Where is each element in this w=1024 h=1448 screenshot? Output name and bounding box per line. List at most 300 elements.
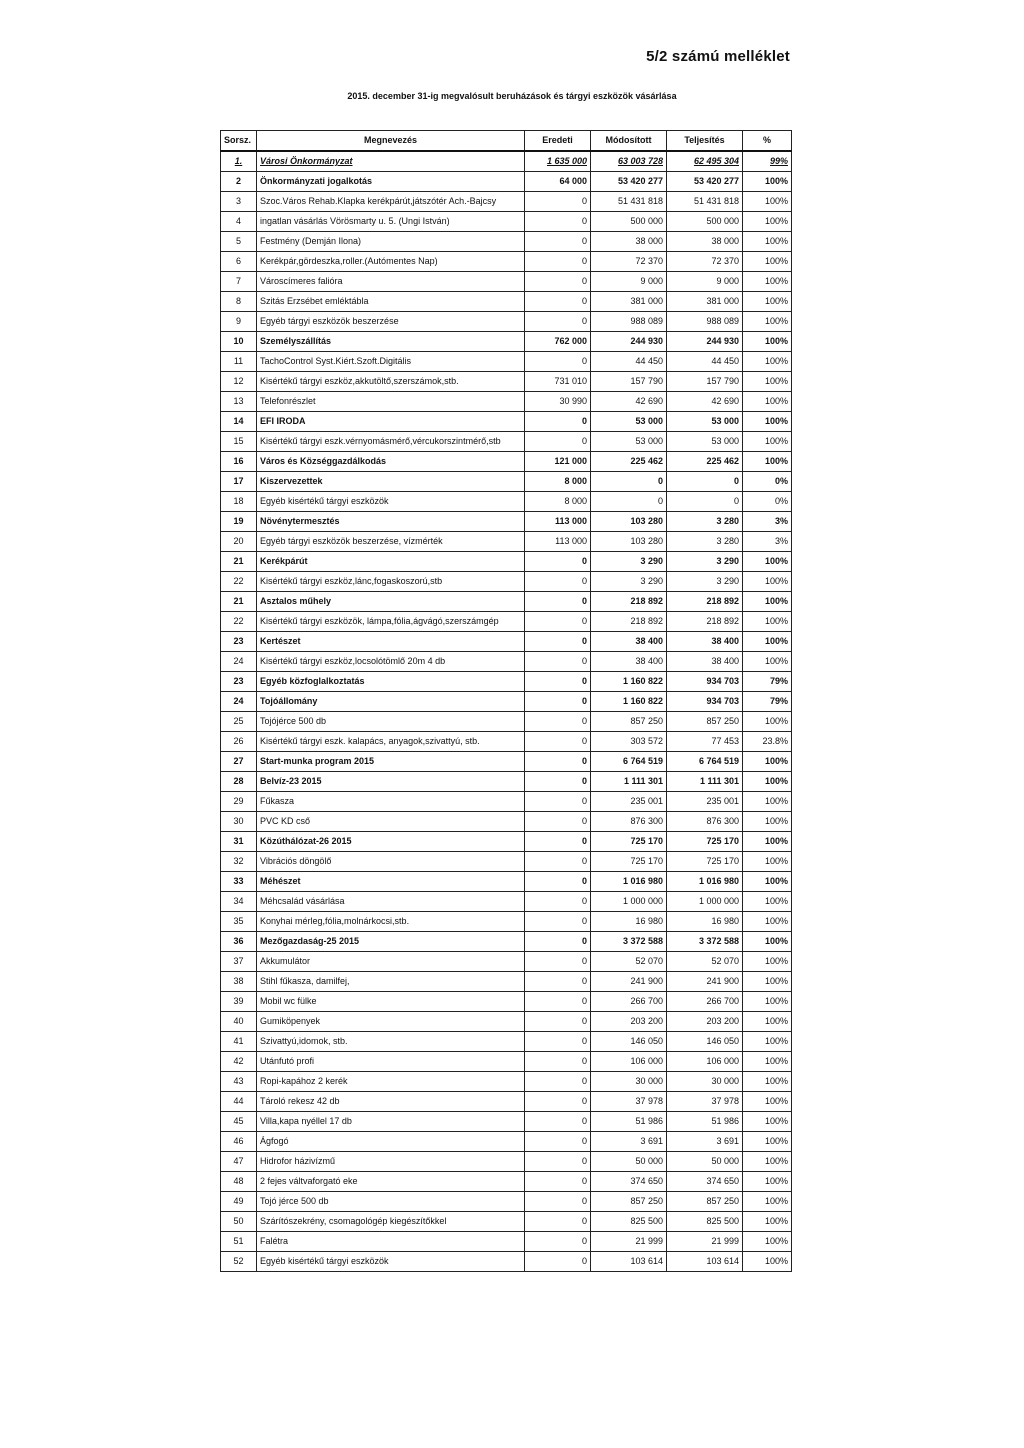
fulfilled-cell: 725 170 bbox=[667, 852, 743, 872]
serial-cell: 18 bbox=[221, 492, 257, 512]
modified-cell: 52 070 bbox=[591, 952, 667, 972]
original-cell: 0 bbox=[525, 1132, 591, 1152]
modified-cell: 63 003 728 bbox=[591, 151, 667, 172]
table-row bbox=[221, 672, 792, 692]
original-cell: 0 bbox=[525, 272, 591, 292]
name-cell: Kiszervezettek bbox=[257, 472, 525, 492]
fulfilled-cell: 146 050 bbox=[667, 1032, 743, 1052]
serial-cell: 41 bbox=[221, 1032, 257, 1052]
table-row bbox=[221, 732, 792, 752]
modified-cell: 381 000 bbox=[591, 292, 667, 312]
percent-cell: 3% bbox=[743, 532, 792, 552]
percent-cell: 100% bbox=[743, 352, 792, 372]
fulfilled-cell: 42 690 bbox=[667, 392, 743, 412]
percent-cell: 79% bbox=[743, 672, 792, 692]
serial-cell: 14 bbox=[221, 412, 257, 432]
modified-cell: 3 691 bbox=[591, 1132, 667, 1152]
percent-cell: 100% bbox=[743, 212, 792, 232]
percent-cell: 100% bbox=[743, 812, 792, 832]
original-cell: 0 bbox=[525, 872, 591, 892]
fulfilled-cell: 374 650 bbox=[667, 1172, 743, 1192]
modified-cell: 1 016 980 bbox=[591, 872, 667, 892]
table-row bbox=[221, 1072, 792, 1092]
serial-cell: 37 bbox=[221, 952, 257, 972]
percent-cell: 100% bbox=[743, 632, 792, 652]
modified-cell: 1 160 822 bbox=[591, 692, 667, 712]
original-cell: 0 bbox=[525, 632, 591, 652]
modified-cell: 374 650 bbox=[591, 1172, 667, 1192]
fulfilled-cell: 241 900 bbox=[667, 972, 743, 992]
name-cell: Kertészet bbox=[257, 632, 525, 652]
modified-cell: 244 930 bbox=[591, 332, 667, 352]
fulfilled-cell: 103 614 bbox=[667, 1252, 743, 1272]
name-cell: Telefonrészlet bbox=[257, 392, 525, 412]
original-cell: 0 bbox=[525, 752, 591, 772]
serial-cell: 6 bbox=[221, 252, 257, 272]
percent-cell: 100% bbox=[743, 1072, 792, 1092]
percent-cell: 100% bbox=[743, 1112, 792, 1132]
table-row bbox=[221, 392, 792, 412]
modified-cell: 1 160 822 bbox=[591, 672, 667, 692]
percent-cell: 100% bbox=[743, 192, 792, 212]
table-row bbox=[221, 492, 792, 512]
table-row bbox=[221, 1012, 792, 1032]
name-cell: Stihl fűkasza, damilfej, bbox=[257, 972, 525, 992]
serial-cell: 47 bbox=[221, 1152, 257, 1172]
modified-cell: 203 200 bbox=[591, 1012, 667, 1032]
table-body bbox=[221, 151, 792, 1272]
fulfilled-cell: 3 290 bbox=[667, 552, 743, 572]
original-cell: 0 bbox=[525, 832, 591, 852]
annex-label: 5/2 számú melléklet bbox=[646, 48, 790, 65]
serial-cell: 42 bbox=[221, 1052, 257, 1072]
modified-cell: 1 000 000 bbox=[591, 892, 667, 912]
modified-cell: 37 978 bbox=[591, 1092, 667, 1112]
table-row bbox=[221, 752, 792, 772]
table-row bbox=[221, 1052, 792, 1072]
modified-cell: 500 000 bbox=[591, 212, 667, 232]
table-row bbox=[221, 452, 792, 472]
modified-cell: 857 250 bbox=[591, 712, 667, 732]
fulfilled-cell: 51 986 bbox=[667, 1112, 743, 1132]
modified-cell: 1 111 301 bbox=[591, 772, 667, 792]
modified-cell: 6 764 519 bbox=[591, 752, 667, 772]
name-cell: Falétra bbox=[257, 1232, 525, 1252]
original-cell: 0 bbox=[525, 792, 591, 812]
serial-cell: 25 bbox=[221, 712, 257, 732]
fulfilled-cell: 53 420 277 bbox=[667, 172, 743, 192]
table-row bbox=[221, 512, 792, 532]
name-cell: TachoControl Syst.Kiért.Szoft.Digitális bbox=[257, 352, 525, 372]
fulfilled-cell: 235 001 bbox=[667, 792, 743, 812]
percent-cell: 100% bbox=[743, 392, 792, 412]
percent-cell: 100% bbox=[743, 1092, 792, 1112]
percent-cell: 99% bbox=[743, 151, 792, 172]
percent-cell: 100% bbox=[743, 272, 792, 292]
fulfilled-cell: 51 431 818 bbox=[667, 192, 743, 212]
serial-cell: 39 bbox=[221, 992, 257, 1012]
modified-cell: 3 372 588 bbox=[591, 932, 667, 952]
table-row bbox=[221, 872, 792, 892]
name-cell: Egyéb kisértékű tárgyi eszközök bbox=[257, 492, 525, 512]
fulfilled-cell: 16 980 bbox=[667, 912, 743, 932]
original-cell: 113 000 bbox=[525, 532, 591, 552]
percent-cell: 100% bbox=[743, 292, 792, 312]
serial-cell: 20 bbox=[221, 532, 257, 552]
modified-cell: 21 999 bbox=[591, 1232, 667, 1252]
original-cell: 0 bbox=[525, 352, 591, 372]
fulfilled-cell: 3 290 bbox=[667, 572, 743, 592]
fulfilled-cell: 50 000 bbox=[667, 1152, 743, 1172]
name-cell: Tojóállomány bbox=[257, 692, 525, 712]
fulfilled-cell: 988 089 bbox=[667, 312, 743, 332]
name-cell: Kisértékű tárgyi eszk. kalapács, anyagok,szivattyú, stb. bbox=[257, 732, 525, 752]
percent-cell: 100% bbox=[743, 172, 792, 192]
fulfilled-cell: 0 bbox=[667, 492, 743, 512]
fulfilled-cell: 30 000 bbox=[667, 1072, 743, 1092]
fulfilled-cell: 725 170 bbox=[667, 832, 743, 852]
fulfilled-cell: 203 200 bbox=[667, 1012, 743, 1032]
table-row bbox=[221, 852, 792, 872]
table-row bbox=[221, 532, 792, 552]
fulfilled-cell: 53 000 bbox=[667, 432, 743, 452]
serial-cell: 27 bbox=[221, 752, 257, 772]
table-row bbox=[221, 832, 792, 852]
original-cell: 0 bbox=[525, 1212, 591, 1232]
modified-cell: 876 300 bbox=[591, 812, 667, 832]
modified-cell: 30 000 bbox=[591, 1072, 667, 1092]
table-row bbox=[221, 1152, 792, 1172]
name-cell: Városcímeres falióra bbox=[257, 272, 525, 292]
document-title: 2015. december 31-ig megvalósult beruházások és tárgyi eszközök vásárlása bbox=[347, 91, 677, 101]
original-cell: 731 010 bbox=[525, 372, 591, 392]
percent-cell: 100% bbox=[743, 1032, 792, 1052]
original-cell: 762 000 bbox=[525, 332, 591, 352]
original-cell: 0 bbox=[525, 412, 591, 432]
percent-cell: 100% bbox=[743, 952, 792, 972]
percent-cell: 100% bbox=[743, 872, 792, 892]
modified-cell: 0 bbox=[591, 492, 667, 512]
column-header-fulfilled: Teljesítés bbox=[667, 131, 743, 152]
serial-cell: 12 bbox=[221, 372, 257, 392]
fulfilled-cell: 62 495 304 bbox=[667, 151, 743, 172]
modified-cell: 825 500 bbox=[591, 1212, 667, 1232]
percent-cell: 100% bbox=[743, 1192, 792, 1212]
modified-cell: 157 790 bbox=[591, 372, 667, 392]
table-row bbox=[221, 992, 792, 1012]
serial-cell: 5 bbox=[221, 232, 257, 252]
name-cell: Vibrációs döngölő bbox=[257, 852, 525, 872]
percent-cell: 100% bbox=[743, 1232, 792, 1252]
modified-cell: 38 400 bbox=[591, 632, 667, 652]
serial-cell: 26 bbox=[221, 732, 257, 752]
name-cell: Tároló rekesz 42 db bbox=[257, 1092, 525, 1112]
fulfilled-cell: 1 000 000 bbox=[667, 892, 743, 912]
name-cell: Közúthálózat-26 2015 bbox=[257, 832, 525, 852]
name-cell: Tojó jérce 500 db bbox=[257, 1192, 525, 1212]
table-row bbox=[221, 372, 792, 392]
table-row bbox=[221, 312, 792, 332]
name-cell: Villa,kapa nyéllel 17 db bbox=[257, 1112, 525, 1132]
serial-cell: 43 bbox=[221, 1072, 257, 1092]
serial-cell: 11 bbox=[221, 352, 257, 372]
fulfilled-cell: 218 892 bbox=[667, 612, 743, 632]
name-cell: Egyéb tárgyi eszközök beszerzése, vízmérték bbox=[257, 532, 525, 552]
modified-cell: 51 431 818 bbox=[591, 192, 667, 212]
modified-cell: 38 400 bbox=[591, 652, 667, 672]
header-row bbox=[221, 131, 792, 152]
name-cell: Kisértékű tárgyi eszk.vérnyomásmérő,vércukorszintmérő,stb bbox=[257, 432, 525, 452]
original-cell: 0 bbox=[525, 572, 591, 592]
original-cell: 0 bbox=[525, 1172, 591, 1192]
modified-cell: 103 280 bbox=[591, 532, 667, 552]
original-cell: 0 bbox=[525, 192, 591, 212]
fulfilled-cell: 1 016 980 bbox=[667, 872, 743, 892]
name-cell: Kisértékű tárgyi eszköz,locsolótömlő 20m 4 db bbox=[257, 652, 525, 672]
name-cell: Hidrofor házivízmű bbox=[257, 1152, 525, 1172]
table-row bbox=[221, 412, 792, 432]
percent-cell: 100% bbox=[743, 372, 792, 392]
table-row bbox=[221, 772, 792, 792]
modified-cell: 725 170 bbox=[591, 852, 667, 872]
fulfilled-cell: 500 000 bbox=[667, 212, 743, 232]
percent-cell: 100% bbox=[743, 772, 792, 792]
percent-cell: 100% bbox=[743, 252, 792, 272]
fulfilled-cell: 3 691 bbox=[667, 1132, 743, 1152]
modified-cell: 44 450 bbox=[591, 352, 667, 372]
fulfilled-cell: 6 764 519 bbox=[667, 752, 743, 772]
name-cell: Asztalos műhely bbox=[257, 592, 525, 612]
fulfilled-cell: 3 372 588 bbox=[667, 932, 743, 952]
table-row bbox=[221, 632, 792, 652]
original-cell: 64 000 bbox=[525, 172, 591, 192]
fulfilled-cell: 53 000 bbox=[667, 412, 743, 432]
name-cell: Kisértékű tárgyi eszközök, lámpa,fólia,ágvágó,szerszámgép bbox=[257, 612, 525, 632]
name-cell: Önkormányzati jogalkotás bbox=[257, 172, 525, 192]
column-header-percent: % bbox=[743, 131, 792, 152]
original-cell: 0 bbox=[525, 892, 591, 912]
serial-cell: 16 bbox=[221, 452, 257, 472]
original-cell: 8 000 bbox=[525, 472, 591, 492]
original-cell: 0 bbox=[525, 692, 591, 712]
modified-cell: 72 370 bbox=[591, 252, 667, 272]
modified-cell: 42 690 bbox=[591, 392, 667, 412]
fulfilled-cell: 38 400 bbox=[667, 652, 743, 672]
serial-cell: 33 bbox=[221, 872, 257, 892]
serial-cell: 49 bbox=[221, 1192, 257, 1212]
original-cell: 0 bbox=[525, 552, 591, 572]
serial-cell: 15 bbox=[221, 432, 257, 452]
original-cell: 0 bbox=[525, 232, 591, 252]
percent-cell: 3% bbox=[743, 512, 792, 532]
modified-cell: 725 170 bbox=[591, 832, 667, 852]
fulfilled-cell: 218 892 bbox=[667, 592, 743, 612]
name-cell: ingatlan vásárlás Vörösmarty u. 5. (Ungi István) bbox=[257, 212, 525, 232]
percent-cell: 100% bbox=[743, 432, 792, 452]
fulfilled-cell: 266 700 bbox=[667, 992, 743, 1012]
table-row bbox=[221, 652, 792, 672]
modified-cell: 266 700 bbox=[591, 992, 667, 1012]
name-cell: Szivattyú,idomok, stb. bbox=[257, 1032, 525, 1052]
serial-cell: 8 bbox=[221, 292, 257, 312]
table-row bbox=[221, 432, 792, 452]
name-cell: Gumiköpenyek bbox=[257, 1012, 525, 1032]
fulfilled-cell: 77 453 bbox=[667, 732, 743, 752]
name-cell: Kisértékű tárgyi eszköz,lánc,fogaskoszorú,stb bbox=[257, 572, 525, 592]
table-row bbox=[221, 1192, 792, 1212]
serial-cell: 51 bbox=[221, 1232, 257, 1252]
serial-cell: 13 bbox=[221, 392, 257, 412]
column-header-original: Eredeti bbox=[525, 131, 591, 152]
serial-cell: 40 bbox=[221, 1012, 257, 1032]
table-row bbox=[221, 592, 792, 612]
original-cell: 0 bbox=[525, 972, 591, 992]
original-cell: 0 bbox=[525, 432, 591, 452]
serial-cell: 23 bbox=[221, 632, 257, 652]
modified-cell: 53 420 277 bbox=[591, 172, 667, 192]
name-cell: Növénytermesztés bbox=[257, 512, 525, 532]
modified-cell: 16 980 bbox=[591, 912, 667, 932]
table-row bbox=[221, 1232, 792, 1252]
name-cell: Konyhai mérleg,fólia,molnárkocsi,stb. bbox=[257, 912, 525, 932]
modified-cell: 9 000 bbox=[591, 272, 667, 292]
percent-cell: 100% bbox=[743, 1212, 792, 1232]
fulfilled-cell: 857 250 bbox=[667, 712, 743, 732]
original-cell: 0 bbox=[525, 312, 591, 332]
modified-cell: 53 000 bbox=[591, 432, 667, 452]
original-cell: 0 bbox=[525, 1252, 591, 1272]
percent-cell: 100% bbox=[743, 652, 792, 672]
serial-cell: 48 bbox=[221, 1172, 257, 1192]
percent-cell: 0% bbox=[743, 472, 792, 492]
table-row bbox=[221, 472, 792, 492]
modified-cell: 218 892 bbox=[591, 612, 667, 632]
modified-cell: 3 290 bbox=[591, 572, 667, 592]
original-cell: 0 bbox=[525, 1152, 591, 1172]
percent-cell: 100% bbox=[743, 1252, 792, 1272]
percent-cell: 100% bbox=[743, 312, 792, 332]
original-cell: 8 000 bbox=[525, 492, 591, 512]
fulfilled-cell: 381 000 bbox=[667, 292, 743, 312]
table-row bbox=[221, 1112, 792, 1132]
serial-cell: 2 bbox=[221, 172, 257, 192]
serial-cell: 29 bbox=[221, 792, 257, 812]
name-cell: 2 fejes váltvaforgató eke bbox=[257, 1172, 525, 1192]
serial-cell: 24 bbox=[221, 692, 257, 712]
modified-cell: 103 614 bbox=[591, 1252, 667, 1272]
name-cell: Szárítószekrény, csomagológép kiegészítőkkel bbox=[257, 1212, 525, 1232]
percent-cell: 100% bbox=[743, 992, 792, 1012]
serial-cell: 10 bbox=[221, 332, 257, 352]
serial-cell: 17 bbox=[221, 472, 257, 492]
column-header-name: Megnevezés bbox=[257, 131, 525, 152]
table-row bbox=[221, 1252, 792, 1272]
percent-cell: 79% bbox=[743, 692, 792, 712]
serial-cell: 46 bbox=[221, 1132, 257, 1152]
serial-cell: 38 bbox=[221, 972, 257, 992]
fulfilled-cell: 225 462 bbox=[667, 452, 743, 472]
original-cell: 0 bbox=[525, 652, 591, 672]
serial-cell: 21 bbox=[221, 592, 257, 612]
serial-cell: 32 bbox=[221, 852, 257, 872]
percent-cell: 100% bbox=[743, 832, 792, 852]
original-cell: 113 000 bbox=[525, 512, 591, 532]
serial-cell: 52 bbox=[221, 1252, 257, 1272]
original-cell: 0 bbox=[525, 1232, 591, 1252]
serial-cell: 21 bbox=[221, 552, 257, 572]
percent-cell: 100% bbox=[743, 332, 792, 352]
percent-cell: 100% bbox=[743, 852, 792, 872]
serial-cell: 7 bbox=[221, 272, 257, 292]
serial-cell: 34 bbox=[221, 892, 257, 912]
table-row bbox=[221, 712, 792, 732]
original-cell: 0 bbox=[525, 1012, 591, 1032]
name-cell: Szitás Erzsébet emléktábla bbox=[257, 292, 525, 312]
modified-cell: 225 462 bbox=[591, 452, 667, 472]
fulfilled-cell: 3 280 bbox=[667, 532, 743, 552]
fulfilled-cell: 157 790 bbox=[667, 372, 743, 392]
table-row bbox=[221, 932, 792, 952]
serial-cell: 22 bbox=[221, 612, 257, 632]
fulfilled-cell: 934 703 bbox=[667, 672, 743, 692]
fulfilled-cell: 1 111 301 bbox=[667, 772, 743, 792]
original-cell: 0 bbox=[525, 712, 591, 732]
table-row bbox=[221, 352, 792, 372]
fulfilled-cell: 876 300 bbox=[667, 812, 743, 832]
name-cell: Egyéb kisértékű tárgyi eszközök bbox=[257, 1252, 525, 1272]
percent-cell: 100% bbox=[743, 792, 792, 812]
table-row bbox=[221, 192, 792, 212]
modified-cell: 857 250 bbox=[591, 1192, 667, 1212]
modified-cell: 50 000 bbox=[591, 1152, 667, 1172]
original-cell: 0 bbox=[525, 812, 591, 832]
modified-cell: 146 050 bbox=[591, 1032, 667, 1052]
serial-cell: 4 bbox=[221, 212, 257, 232]
fulfilled-cell: 857 250 bbox=[667, 1192, 743, 1212]
table-row bbox=[221, 1172, 792, 1192]
fulfilled-cell: 244 930 bbox=[667, 332, 743, 352]
percent-cell: 23.8% bbox=[743, 732, 792, 752]
modified-cell: 106 000 bbox=[591, 1052, 667, 1072]
percent-cell: 100% bbox=[743, 592, 792, 612]
name-cell: Utánfutó profi bbox=[257, 1052, 525, 1072]
table-row bbox=[221, 292, 792, 312]
serial-cell: 23 bbox=[221, 672, 257, 692]
fulfilled-cell: 37 978 bbox=[667, 1092, 743, 1112]
serial-cell: 30 bbox=[221, 812, 257, 832]
modified-cell: 303 572 bbox=[591, 732, 667, 752]
table-row bbox=[221, 1092, 792, 1112]
column-header-modified: Módosított bbox=[591, 131, 667, 152]
original-cell: 30 990 bbox=[525, 392, 591, 412]
percent-cell: 100% bbox=[743, 1012, 792, 1032]
percent-cell: 100% bbox=[743, 1132, 792, 1152]
table-row bbox=[221, 692, 792, 712]
fulfilled-cell: 3 280 bbox=[667, 512, 743, 532]
serial-cell: 19 bbox=[221, 512, 257, 532]
serial-cell: 35 bbox=[221, 912, 257, 932]
name-cell: Start-munka program 2015 bbox=[257, 752, 525, 772]
original-cell: 1 635 000 bbox=[525, 151, 591, 172]
original-cell: 0 bbox=[525, 612, 591, 632]
original-cell: 0 bbox=[525, 772, 591, 792]
original-cell: 0 bbox=[525, 592, 591, 612]
name-cell: Belvíz-23 2015 bbox=[257, 772, 525, 792]
original-cell: 121 000 bbox=[525, 452, 591, 472]
name-cell: Város és Községgazdálkodás bbox=[257, 452, 525, 472]
name-cell: EFI IRODA bbox=[257, 412, 525, 432]
name-cell: Egyéb közfoglalkoztatás bbox=[257, 672, 525, 692]
